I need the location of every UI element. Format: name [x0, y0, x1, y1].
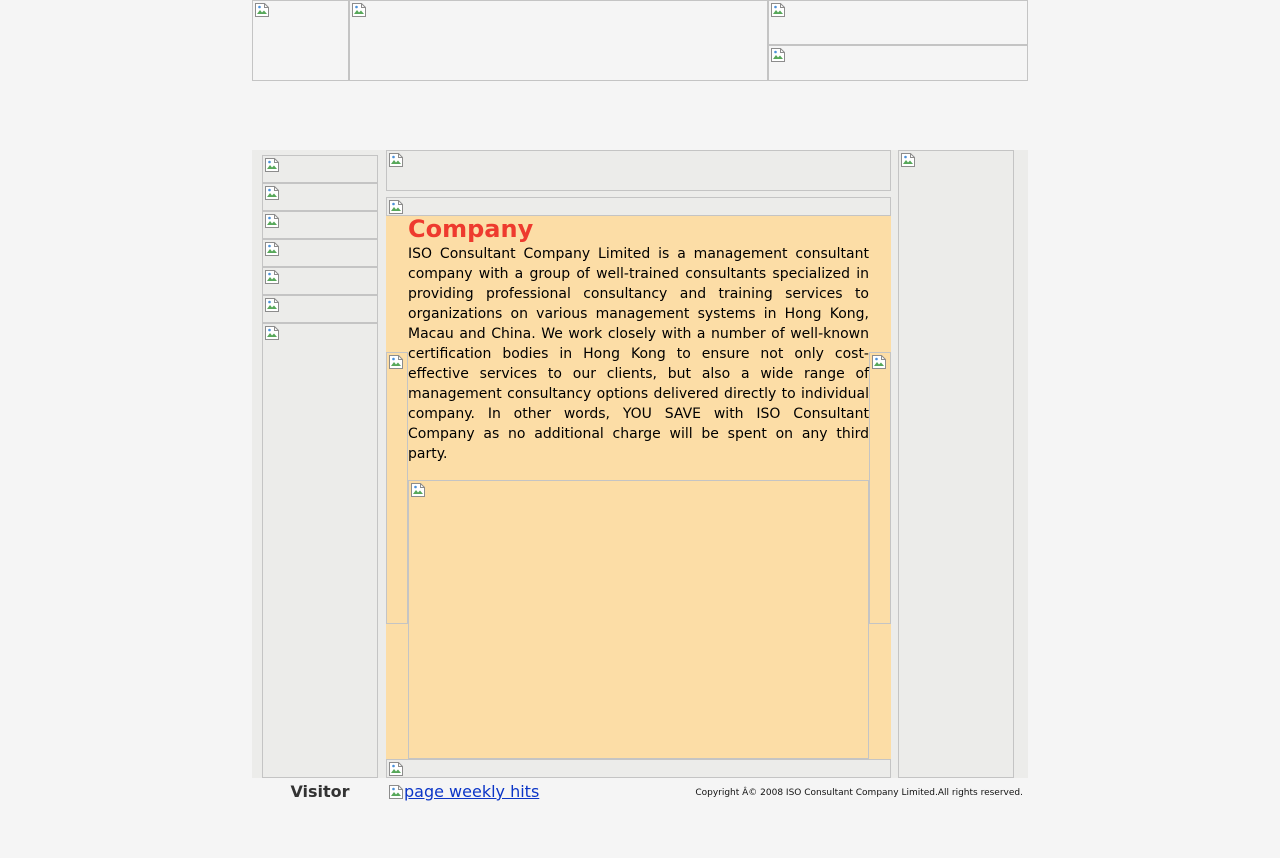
broken-image-icon — [264, 269, 280, 285]
nav-item-image-2[interactable] — [262, 183, 378, 211]
broken-image-icon — [410, 482, 426, 498]
content-right-border-image — [869, 352, 891, 624]
content-bottom-border-image — [386, 759, 891, 778]
header-banner-image — [349, 0, 768, 81]
broken-image-icon — [388, 354, 404, 370]
content-left-border-image — [386, 352, 408, 624]
broken-image-icon — [264, 157, 280, 173]
broken-image-icon — [388, 152, 404, 168]
page-title: Company — [408, 215, 534, 243]
broken-image-icon — [900, 152, 916, 168]
broken-image-icon — [871, 354, 887, 370]
content-header-image — [386, 150, 891, 191]
page-hits-link[interactable] — [388, 782, 539, 802]
broken-image-icon — [264, 185, 280, 201]
nav-item-image-5[interactable] — [262, 267, 378, 295]
nav-item-image-3[interactable] — [262, 211, 378, 239]
broken-image-icon — [264, 213, 280, 229]
broken-image-icon — [254, 2, 270, 18]
broken-image-icon — [770, 2, 786, 18]
header-top-right-image[interactable] — [768, 0, 1028, 45]
header-bottom-right-image[interactable] — [768, 45, 1028, 81]
broken-image-icon — [770, 47, 786, 63]
broken-image-icon — [388, 199, 404, 215]
company-description: ISO Consultant Company Limited is a management consultant company with a group of well-trained consultants specialized in providing professional consultancy and training services to organizations on various management systems in Hong Kong, Macau and China. We work closely with a number of well-known certification bodies in Hong Kong to ensure not only cost-effective services to our clients, but also a wide range of management consultancy options delivered directly to individual company. In other words, YOU SAVE with ISO Consultant Company as no additional charge will be spent on any third party. — [408, 246, 869, 462]
broken-image-icon — [264, 325, 280, 341]
nav-item-image-4[interactable] — [262, 239, 378, 267]
nav-item-image-1[interactable] — [262, 155, 378, 183]
nav-filler-image — [262, 323, 378, 778]
broken-image-icon — [388, 761, 404, 777]
broken-image-icon — [351, 2, 367, 18]
broken-image-icon — [264, 241, 280, 257]
broken-image-icon — [388, 784, 404, 800]
copyright-notice: Copyright Â© 2008 ISO Consultant Company Limited.All rights reserved. — [695, 788, 1023, 798]
nav-item-image-6[interactable] — [262, 295, 378, 323]
page-hits-link-text[interactable]: page weekly hits — [404, 782, 540, 801]
broken-image-icon — [264, 297, 280, 313]
header-logo-image — [252, 0, 349, 81]
content-main-image — [408, 480, 869, 759]
visitor-label: Visitor — [290, 782, 350, 801]
right-column-image — [898, 150, 1014, 778]
